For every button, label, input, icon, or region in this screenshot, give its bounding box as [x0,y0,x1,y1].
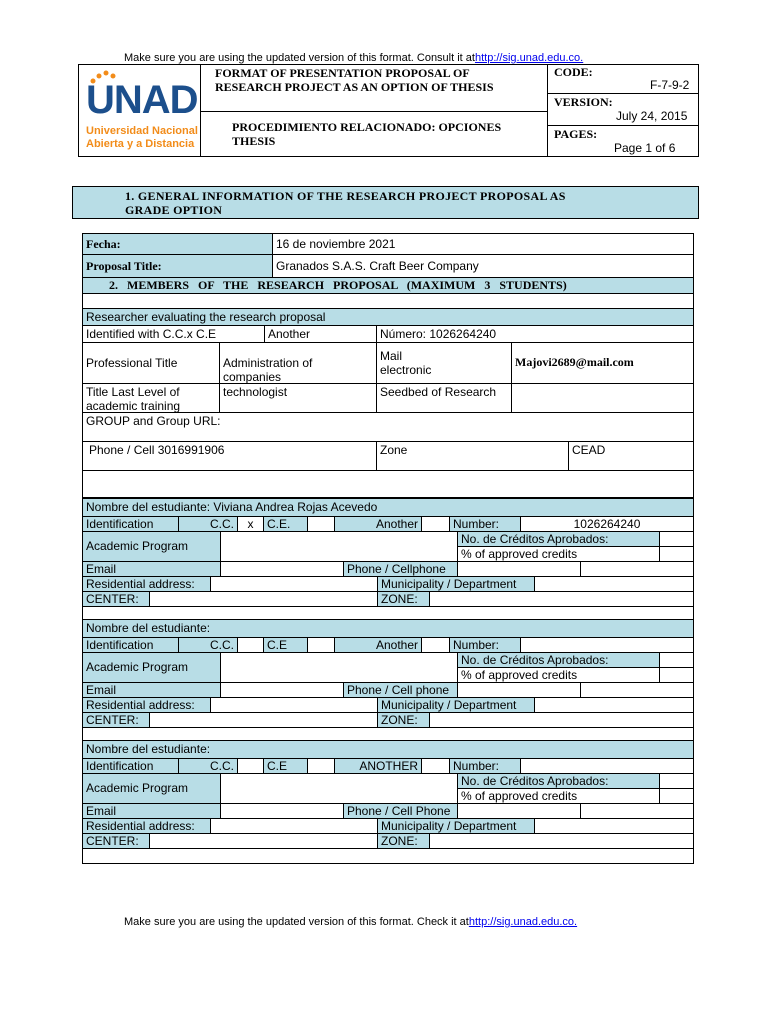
ce-checkbox[interactable] [307,516,335,532]
cc-label: C.C. [178,637,238,653]
fecha-label: Fecha: [82,233,273,255]
version-value: July 24, 2015 [616,109,688,123]
researcher-another: Another [264,325,377,343]
student-name-label[interactable]: Nombre del estudiante: [82,740,694,759]
proposal-title-label: Proposal Title: [82,254,273,278]
number-value[interactable] [520,758,694,774]
ce-label: C.E [263,637,308,653]
logo-wordmark: UNAD [86,78,198,122]
center-label: CENTER: [82,591,150,607]
municipality-label: Municipality / Department [377,697,535,713]
procedure-title: PROCEDIMIENTO RELACIONADO: OPCIONES THESIS [232,120,502,148]
identification-label: Identification [82,637,179,653]
phone-value[interactable] [457,682,581,698]
residential-address-value[interactable] [210,697,378,713]
email-value[interactable] [220,561,344,577]
professional-title-label: Professional Title [82,342,220,384]
version-label: VERSION: [554,95,613,109]
creditos-value[interactable] [659,652,694,668]
phone-label: Phone / Cellphone [343,561,458,577]
municipality-label: Municipality / Department [377,576,535,592]
proposal-title-value[interactable]: Granados S.A.S. Craft Beer Company [272,254,694,278]
section2-title: 2. MEMBERS OF THE RESEARCH PROPOSAL (MAXIMUM 3 STUDENTS) [82,277,694,294]
format-title: FORMAT OF PRESENTATION PROPOSAL OF RESEARCH PROJECT AS AN OPTION OF THESIS [215,66,494,94]
zone-label: ZONE: [377,712,430,728]
phone-label: Phone / Cell phone [343,682,458,698]
approved-credits-value[interactable] [659,667,694,683]
approved-credits-label: % of approved credits [457,788,660,804]
municipality-value[interactable] [534,818,694,834]
bottom-sig-link[interactable]: http://sig.unad.edu.co. [468,916,578,928]
researcher-heading: Researcher evaluating the research proposal [82,308,694,326]
another-label: Another [334,637,422,653]
ce-checkbox[interactable] [307,637,335,653]
zone-value[interactable] [429,833,694,849]
phone-extra[interactable] [580,803,694,819]
email-label: Email [82,682,221,698]
academic-program-label: Academic Program [82,531,221,562]
logo-subtitle-2: Abierta y a Distancia [86,138,195,150]
zone-value[interactable] [429,591,694,607]
logo-subtitle-1: Universidad Nacional [86,125,198,137]
email-value[interactable] [220,682,344,698]
zone-label: Zone [376,441,569,471]
cc-checkbox[interactable]: x [237,516,264,532]
level-value[interactable]: technologist [219,383,377,413]
residential-address-value[interactable] [210,818,378,834]
ce-label: C.E. [263,516,308,532]
identification-label: Identification [82,516,179,532]
creditos-label: No. de Créditos Aprobados: [457,531,660,547]
zone-label: ZONE: [377,833,430,849]
identification-label: Identification [82,758,179,774]
residential-address-label: Residential address: [82,697,211,713]
approved-credits-label: % of approved credits [457,546,660,562]
email-label: Email [82,561,221,577]
spacer-row [82,848,694,864]
phone-extra[interactable] [580,561,694,577]
center-value[interactable] [149,591,378,607]
bottom-update-note: Make sure you are using the updated version of this format. Check it athttp://sig.unad.edu.co. [124,916,578,928]
email-label: Email [82,803,221,819]
student-name-label[interactable]: Nombre del estudiante: [82,619,694,638]
center-value[interactable] [149,712,378,728]
ce-label: C.E [263,758,308,774]
pages-label: PAGES: [554,127,598,141]
top-sig-link[interactable]: http://sig.unad.edu.co. [474,52,584,64]
number-label: Number: [449,637,521,653]
approved-credits-value[interactable] [659,546,694,562]
group-label: GROUP and Group URL: [82,412,694,442]
academic-program-value[interactable] [220,773,458,804]
spacer-row [82,470,694,498]
center-value[interactable] [149,833,378,849]
creditos-label: No. de Créditos Aprobados: [457,773,660,789]
academic-program-label: Academic Program [82,773,221,804]
phone-value[interactable] [457,803,581,819]
center-label: CENTER: [82,833,150,849]
phone-extra[interactable] [580,682,694,698]
creditos-value[interactable] [659,531,694,547]
phone-value[interactable] [457,561,581,577]
seedbed-value[interactable] [511,383,694,413]
creditos-value[interactable] [659,773,694,789]
number-value[interactable] [520,637,694,653]
residential-address-label: Residential address: [82,818,211,834]
professional-title-value[interactable]: Administration of companies [219,342,377,384]
phone-label: Phone / Cell Phone [343,803,458,819]
residential-address-label: Residential address: [82,576,211,592]
mail-value[interactable]: Majovi2689@mail.com [511,342,694,384]
zone-label: ZONE: [377,591,430,607]
approved-credits-value[interactable] [659,788,694,804]
unad-logo [82,68,198,154]
another-label: ANOTHER [334,758,422,774]
top-update-note: Make sure you are using the updated version of this format. Consult it athttp://sig.unad.edu.co. [124,52,584,64]
seedbed-label: Seedbed of Research [376,383,512,413]
residential-address-value[interactable] [210,576,378,592]
cc-label: C.C. [178,516,238,532]
academic-program-label: Academic Program [82,652,221,683]
student-name-label[interactable]: Nombre del estudiante: Viviana Andrea Rojas Acevedo [82,498,694,517]
number-label: Number: [449,516,521,532]
email-value[interactable] [220,803,344,819]
researcher-id-label: Identified with C.C.x C.E [82,325,265,343]
zone-value[interactable] [429,712,694,728]
phone-label: Phone / Cell 3016991906 [82,441,377,471]
creditos-label: No. de Créditos Aprobados: [457,652,660,668]
another-checkbox[interactable] [421,516,450,532]
another-label: Another [334,516,422,532]
cc-checkbox[interactable] [237,758,264,774]
section1-title: 1. GENERAL INFORMATION OF THE RESEARCH PROJECT PROPOSAL AS GRADE OPTION [72,186,699,219]
academic-program-value[interactable] [220,531,458,562]
code-label: CODE: [554,65,593,79]
researcher-numero[interactable]: Número: 1026264240 [376,325,694,343]
center-label: CENTER: [82,712,150,728]
number-value[interactable]: 1026264240 [520,516,694,532]
approved-credits-label: % of approved credits [457,667,660,683]
academic-program-value[interactable] [220,652,458,683]
cc-checkbox[interactable] [237,637,264,653]
spacer-row [82,293,694,309]
number-label: Number: [449,758,521,774]
cead-label: CEAD [568,441,694,471]
fecha-value[interactable]: 16 de noviembre 2021 [272,233,694,255]
municipality-label: Municipality / Department [377,818,535,834]
another-checkbox[interactable] [421,758,450,774]
cc-label: C.C. [178,758,238,774]
code-value: F-7-9-2 [650,78,690,92]
ce-checkbox[interactable] [307,758,335,774]
another-checkbox[interactable] [421,637,450,653]
pages-value: Page 1 of 6 [614,141,676,155]
municipality-value[interactable] [534,576,694,592]
mail-label: Mail electronic [376,342,512,384]
municipality-value[interactable] [534,697,694,713]
level-label: Title Last Level of academic training [82,383,220,413]
